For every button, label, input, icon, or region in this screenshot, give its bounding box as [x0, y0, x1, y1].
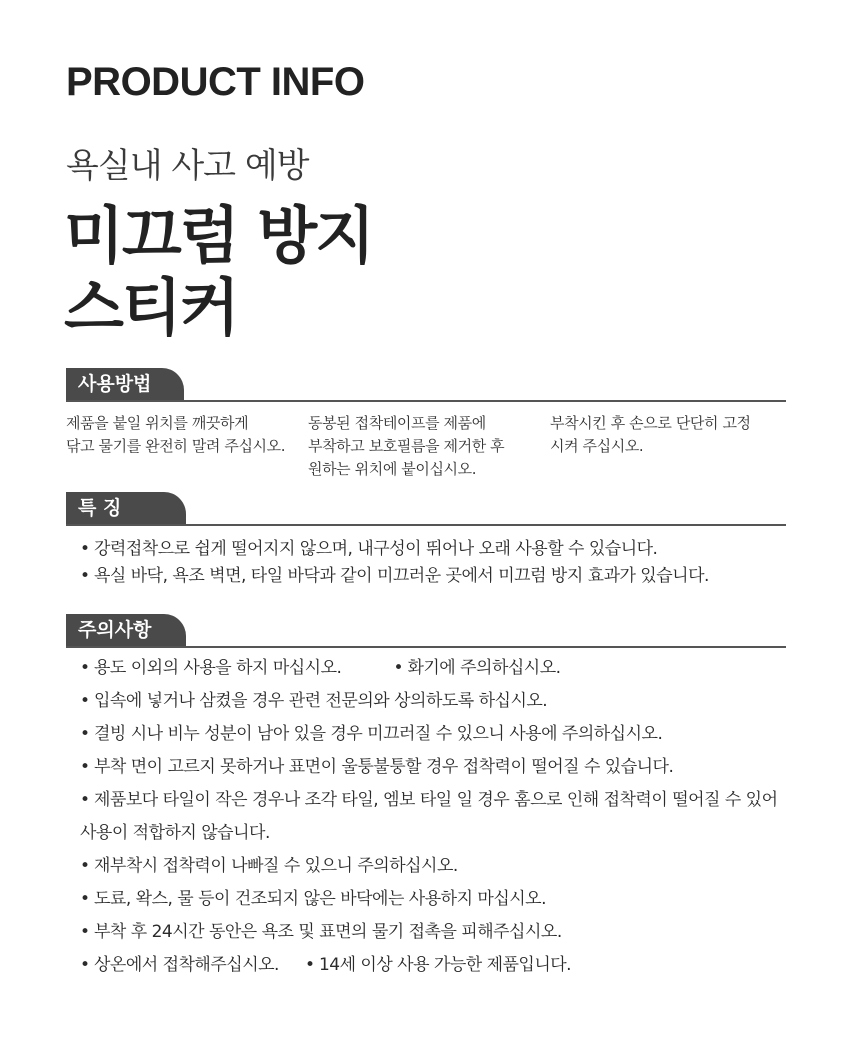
list-item: • 입속에 넣거나 삼켰을 경우 관련 전문의와 상의하도록 하십시오.	[80, 685, 780, 718]
usage-step-3: 부착시킨 후 손으로 단단히 고정 시켜 주십시오.	[550, 414, 751, 455]
cautions-section-header	[66, 612, 786, 648]
bullet-icon: •	[80, 724, 90, 744]
page-title: PRODUCT INFO	[66, 60, 365, 104]
list-item: • 상온에서 접착해주십시오. • 14세 이상 사용 가능한 제품입니다.	[80, 949, 780, 982]
bullet-icon: •	[80, 757, 90, 777]
usage-section-header	[66, 366, 786, 402]
list-item: • 강력접착으로 쉽게 떨어지지 않으며, 내구성이 뛰어나 오래 사용할 수 있습니다.	[80, 536, 709, 563]
bullet-icon: •	[393, 658, 403, 678]
usage-step-2: 동봉된 접착테이프를 제품에 부착하고 보호필름을 제거한 후 원하는 위치에 붙이십시오.	[308, 414, 505, 478]
features-list	[80, 536, 709, 590]
product-name	[64, 200, 373, 344]
list-item: • 부착 면이 고르지 못하거나 표면이 울퉁불퉁할 경우 접착력이 떨어질 수 있습니다.	[80, 751, 780, 784]
bullet-icon: •	[80, 566, 90, 586]
bullet-icon: •	[80, 691, 90, 711]
list-item: • 재부착시 접착력이 나빠질 수 있으니 주의하십시오.	[80, 850, 780, 883]
list-item: • 용도 이외의 사용을 하지 마십시오. • 화기에 주의하십시오.	[80, 652, 780, 685]
subtitle: 욕실내 사고 예방	[66, 146, 309, 186]
product-name-line2: 스티커	[64, 271, 238, 344]
list-item: • 제품보다 타일이 작은 경우나 조각 타일, 엠보 타일 일 경우 홈으로 인해 접착력이 떨어질 수 있어 사용이 적합하지 않습니다.	[80, 784, 780, 850]
bullet-icon: •	[80, 889, 90, 909]
bullet-icon: •	[80, 539, 90, 559]
list-item: • 도료, 왁스, 물 등이 건조되지 않은 바닥에는 사용하지 마십시오.	[80, 883, 780, 916]
cautions-list	[80, 652, 780, 982]
bullet-icon: •	[80, 790, 90, 810]
bullet-icon: •	[80, 922, 90, 942]
bullet-icon: •	[80, 856, 90, 876]
product-name-line1: 미끄럼 방지	[64, 199, 374, 272]
bullet-icon: •	[80, 658, 90, 678]
usage-section-title: 사용방법	[66, 368, 184, 400]
features-section-header	[66, 490, 786, 526]
bullet-icon: •	[304, 955, 315, 975]
cautions-section-title: 주의사항	[66, 614, 186, 646]
list-item: • 부착 후 24시간 동안은 욕조 및 표면의 물기 접촉을 피해주십시오.	[80, 916, 780, 949]
usage-step-1: 제품을 붙일 위치를 깨끗하게 닦고 물기를 완전히 말려 주십시오.	[66, 414, 286, 455]
bullet-icon: •	[80, 955, 90, 975]
features-section-title: 특 징	[66, 492, 186, 524]
list-item: • 결빙 시나 비누 성분이 남아 있을 경우 미끄러질 수 있으니 사용에 주의하십시오.	[80, 718, 780, 751]
list-item: • 욕실 바닥, 욕조 벽면, 타일 바닥과 같이 미끄러운 곳에서 미끄럼 방지 효과가 있습니다.	[80, 563, 709, 590]
